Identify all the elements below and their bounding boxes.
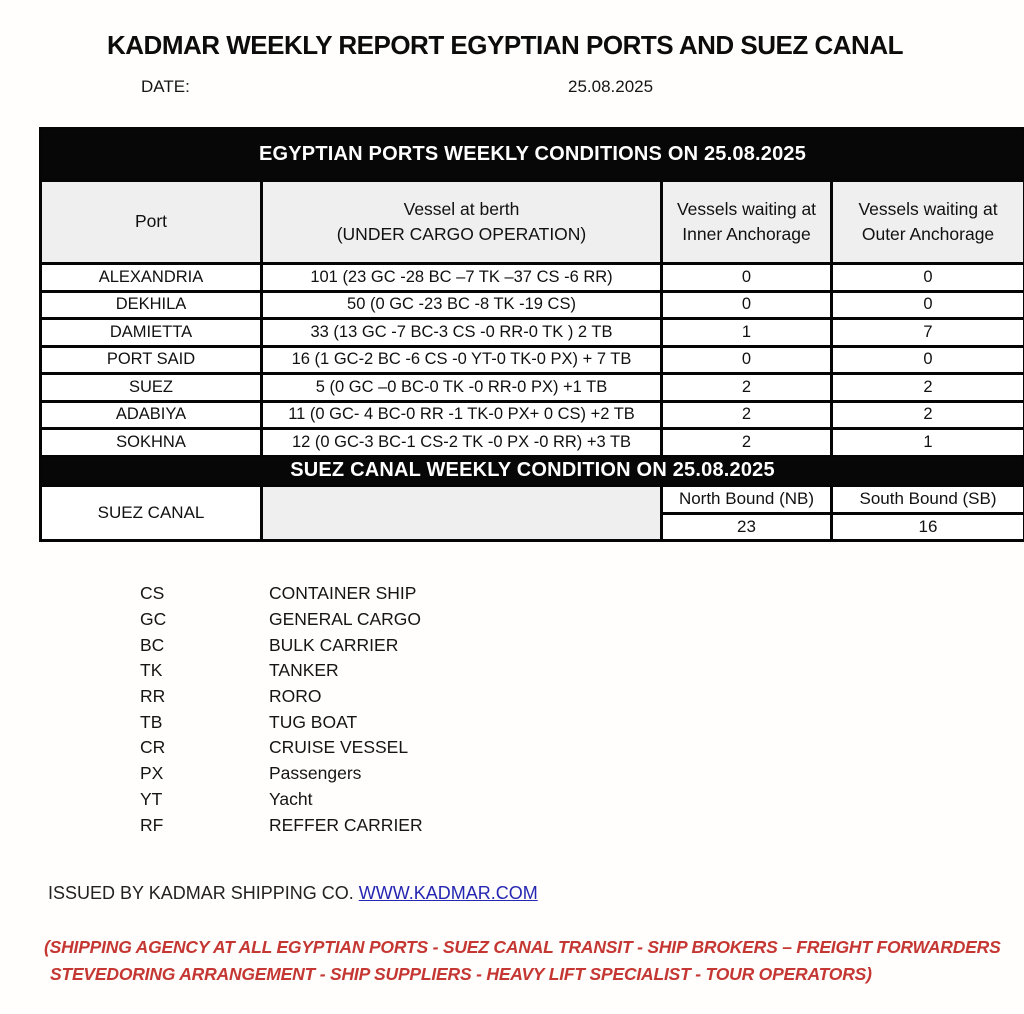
port-name-cell: DAMIETTA bbox=[41, 319, 262, 347]
outer-anchorage-cell: 2 bbox=[832, 374, 1024, 402]
legend-label: GENERAL CARGO bbox=[269, 609, 422, 630]
port-name-cell: SOKHNA bbox=[41, 429, 262, 457]
date-label: DATE: bbox=[141, 77, 190, 96]
legend-label: CONTAINER SHIP bbox=[269, 583, 417, 604]
legend-code: RR bbox=[140, 686, 166, 707]
outer-anchorage-cell: 0 bbox=[832, 346, 1024, 374]
ports-band-title: EGYPTIAN PORTS WEEKLY CONDITIONS ON 25.08.2025 bbox=[41, 129, 1024, 181]
port-name-cell: ADABIYA bbox=[41, 401, 262, 429]
legend-item bbox=[140, 658, 423, 684]
vessels-at-berth-cell: 33 (13 GC -7 BC-3 CS -0 RR-0 TK ) 2 TB bbox=[262, 319, 662, 347]
suez-berth-empty-cell bbox=[262, 485, 662, 540]
legend-item bbox=[140, 709, 423, 735]
legend-label: BULK CARRIER bbox=[269, 634, 399, 655]
table-row bbox=[41, 291, 1024, 319]
col-header-outer-line2: Outer Anchorage bbox=[861, 224, 995, 244]
legend-label: TUG BOAT bbox=[269, 711, 358, 732]
outer-anchorage-cell: 0 bbox=[832, 264, 1024, 292]
vessels-at-berth-cell: 16 (1 GC-2 BC -6 CS -0 YT-0 TK-0 PX) + 7 TB bbox=[262, 346, 662, 374]
legend-item bbox=[140, 607, 423, 633]
legend-label: Passengers bbox=[269, 763, 362, 784]
table-row bbox=[41, 346, 1024, 374]
col-header-inner-anchorage bbox=[662, 181, 832, 264]
south-bound-value: 16 bbox=[832, 513, 1024, 540]
services-disclaimer bbox=[44, 934, 1001, 988]
table-row bbox=[41, 319, 1024, 347]
col-header-berth-line2: (UNDER CARGO OPERATION) bbox=[336, 224, 587, 244]
port-name-cell: ALEXANDRIA bbox=[41, 264, 262, 292]
north-bound-value: 23 bbox=[662, 513, 832, 540]
legend-item bbox=[140, 684, 423, 710]
north-bound-header: North Bound (NB) bbox=[662, 485, 832, 513]
table-row bbox=[41, 401, 1024, 429]
legend-code: PX bbox=[140, 763, 164, 784]
legend-label: REFFER CARRIER bbox=[269, 814, 423, 835]
inner-anchorage-cell: 0 bbox=[662, 346, 832, 374]
table-row bbox=[41, 264, 1024, 292]
legend-label: CRUISE VESSEL bbox=[269, 737, 409, 758]
legend-code: RF bbox=[140, 814, 164, 835]
inner-anchorage-cell: 2 bbox=[662, 429, 832, 457]
issued-by-line bbox=[48, 883, 538, 904]
legend-code: GC bbox=[140, 609, 167, 630]
legend-code: TB bbox=[140, 711, 163, 732]
abbreviation-legend bbox=[140, 581, 423, 838]
legend-item bbox=[140, 812, 423, 838]
outer-anchorage-cell: 1 bbox=[832, 429, 1024, 457]
legend-item bbox=[140, 581, 423, 607]
suez-band-row bbox=[41, 456, 1024, 485]
vessels-at-berth-cell: 11 (0 GC- 4 BC-0 RR -1 TK-0 PX+ 0 CS) +2 TB bbox=[262, 401, 662, 429]
outer-anchorage-cell: 0 bbox=[832, 291, 1024, 319]
legend-code: TK bbox=[140, 660, 163, 681]
suez-band-title: SUEZ CANAL WEEKLY CONDITION ON 25.08.2025 bbox=[41, 456, 1024, 485]
outer-anchorage-cell: 7 bbox=[832, 319, 1024, 347]
ports-header-row bbox=[41, 181, 1024, 264]
suez-canal-row bbox=[41, 485, 1024, 513]
col-header-berth bbox=[262, 181, 662, 264]
vessels-at-berth-cell: 5 (0 GC –0 BC-0 TK -0 RR-0 PX) +1 TB bbox=[262, 374, 662, 402]
legend-code: CS bbox=[140, 583, 165, 604]
page-title: KADMAR WEEKLY REPORT EGYPTIAN PORTS AND SUEZ CANAL bbox=[107, 30, 903, 60]
col-header-outer-line1: Vessels waiting at bbox=[858, 198, 998, 219]
services-disclaimer-line2: STEVEDORING ARRANGEMENT - SHIP SUPPLIERS - HEAVY LIFT SPECIALIST - TOUR OPERATORS) bbox=[50, 964, 872, 984]
table-row bbox=[41, 374, 1024, 402]
ports-table bbox=[39, 127, 1024, 542]
legend-label: TANKER bbox=[269, 660, 339, 681]
legend-code: CR bbox=[140, 737, 166, 758]
col-header-berth-line1: Vessel at berth bbox=[403, 198, 520, 219]
legend-label: RORO bbox=[269, 686, 322, 707]
legend-code: BC bbox=[140, 634, 165, 655]
vessels-at-berth-cell: 12 (0 GC-3 BC-1 CS-2 TK -0 PX -0 RR) +3 TB bbox=[262, 429, 662, 457]
col-header-outer-anchorage bbox=[832, 181, 1024, 264]
port-name-cell: SUEZ bbox=[41, 374, 262, 402]
inner-anchorage-cell: 2 bbox=[662, 374, 832, 402]
port-name-cell: PORT SAID bbox=[41, 346, 262, 374]
col-header-inner-line1: Vessels waiting at bbox=[676, 198, 817, 219]
services-disclaimer-line1: (SHIPPING AGENCY AT ALL EGYPTIAN PORTS - SUEZ CANAL TRANSIT - SHIP BROKERS – FREIGHT FORWARDERS bbox=[44, 937, 1001, 957]
kadmar-website-link[interactable]: WWW.KADMAR.COM bbox=[358, 883, 538, 903]
vessels-at-berth-cell: 101 (23 GC -28 BC –7 TK –37 CS -6 RR) bbox=[262, 264, 662, 292]
inner-anchorage-cell: 2 bbox=[662, 401, 832, 429]
issued-by-text: ISSUED BY KADMAR SHIPPING CO. bbox=[48, 883, 359, 903]
col-header-port: Port bbox=[41, 181, 262, 264]
table-row bbox=[41, 429, 1024, 457]
legend-item bbox=[140, 735, 423, 761]
ports-band-row bbox=[41, 129, 1024, 181]
inner-anchorage-cell: 0 bbox=[662, 264, 832, 292]
inner-anchorage-cell: 0 bbox=[662, 291, 832, 319]
date-value: 25.08.2025 bbox=[568, 77, 654, 96]
port-name-cell: DEKHILA bbox=[41, 291, 262, 319]
legend-label: Yacht bbox=[269, 788, 313, 809]
col-header-inner-line2: Inner Anchorage bbox=[682, 224, 811, 244]
inner-anchorage-cell: 1 bbox=[662, 319, 832, 347]
legend-item bbox=[140, 787, 423, 813]
legend-item bbox=[140, 632, 423, 658]
legend-code: YT bbox=[140, 788, 163, 809]
legend-item bbox=[140, 761, 423, 787]
outer-anchorage-cell: 2 bbox=[832, 401, 1024, 429]
vessels-at-berth-cell: 50 (0 GC -23 BC -8 TK -19 CS) bbox=[262, 291, 662, 319]
suez-canal-label: SUEZ CANAL bbox=[41, 485, 262, 540]
south-bound-header: South Bound (SB) bbox=[832, 485, 1024, 513]
